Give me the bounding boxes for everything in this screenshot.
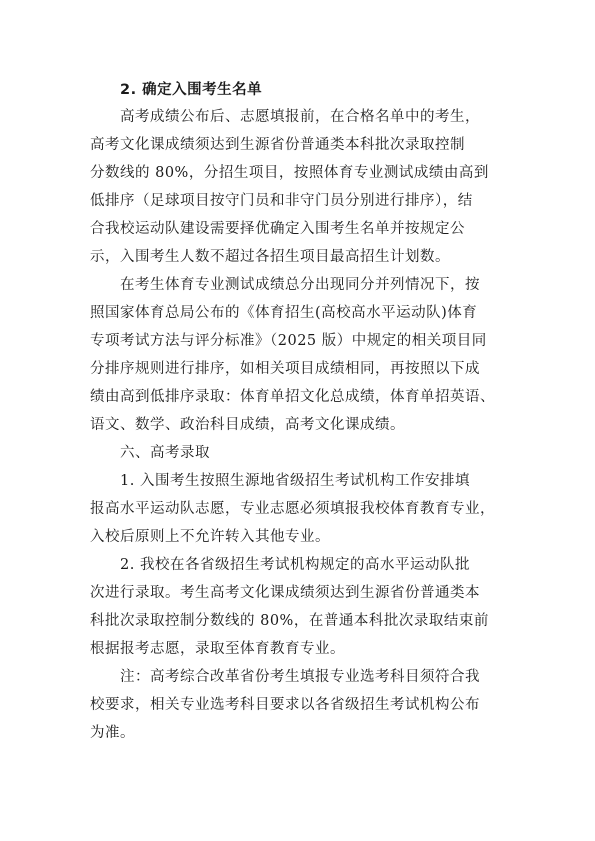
paragraph-line: 2. 我校在各省级招生考试机构规定的高水平运动队批	[120, 557, 470, 573]
paragraph-line: 低排序（足球项目按守门员和非守门员分别进行排序），结	[90, 193, 473, 209]
paragraph-line: 专项考试方法与评分标准》（2025 版）中规定的相关项目同	[90, 333, 487, 349]
paragraph-line: 在考生体育专业测试成绩总分出现同分并列情况下，按	[120, 277, 480, 293]
section-heading-admission: 六、高考录取	[120, 445, 210, 461]
paragraph-line: 高考成绩公布后、志愿填报前，在合格名单中的考生，	[120, 109, 480, 125]
paragraph-line: 根据报考志愿，录取至体育教育专业。	[90, 641, 345, 657]
paragraph-line: 入校后原则上不允许转入其他专业。	[90, 529, 330, 545]
paragraph-line: 次进行录取。考生高考文化课成绩须达到生源省份普通类本	[90, 585, 480, 601]
paragraph-line: 照国家体育总局公布的《体育招生(高校高水平运动队)体育	[90, 305, 478, 321]
paragraph-line: 分数线的 80%，分招生项目，按照体育专业测试成绩由高到	[90, 165, 489, 181]
paragraph-line: 绩由高到低排序录取：体育单招文化总成绩，体育单招英语、	[90, 389, 495, 405]
paragraph-line: 高考文化课成绩须达到生源省份普通类本科批次录取控制	[90, 137, 465, 153]
paragraph-line: 语文、数学、政治科目成绩，高考文化课成绩。	[90, 417, 405, 433]
note-line: 为准。	[90, 725, 135, 741]
paragraph-line: 分排序规则进行排序，如相关项目成绩相同，再按照以下成	[90, 361, 480, 377]
paragraph-line: 科批次录取控制分数线的 80%，在普通本科批次录取结束前	[90, 613, 489, 629]
paragraph-line: 1. 入围考生按照生源地省级招生考试机构工作安排填	[120, 473, 470, 489]
note-line: 校要求，相关专业选考科目要求以各省级招生考试机构公布	[90, 697, 480, 713]
section-heading-admission-list: 2. 确定入围考生名单	[120, 82, 263, 98]
paragraph-line: 示，入围考生人数不超过各招生项目最高招生计划数。	[90, 249, 450, 265]
paragraph-line: 报高水平运动队志愿，专业志愿必须填报我校体育教育专业，	[90, 501, 495, 517]
note-line: 注：高考综合改革省份考生填报专业选考科目须符合我	[120, 669, 480, 685]
paragraph-line: 合我校运动队建设需要择优确定入围考生名单并按规定公	[90, 221, 465, 237]
